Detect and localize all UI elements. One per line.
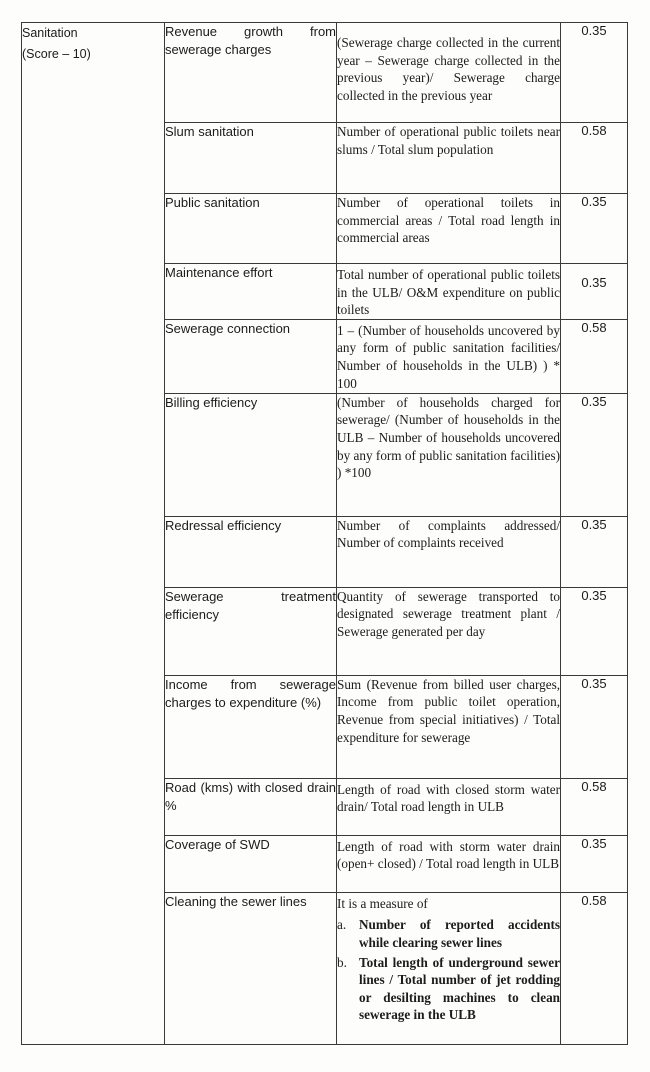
weight-cell: 0.35 (561, 835, 628, 892)
indicator-cell: Sewerage treatment efficiency (165, 587, 337, 675)
weight-cell: 0.35 (561, 264, 628, 320)
weight-cell: 0.58 (561, 123, 628, 194)
list-item (337, 916, 560, 951)
indicator-cell: Redressal efficiency (165, 516, 337, 587)
sector-score: (Score – 10) (22, 47, 91, 61)
formula-cell: Number of complaints addressed/ Number of complaints received (337, 516, 561, 587)
formula-cell: Length of road with storm water drain (open+ closed) / Total road length in ULB (337, 835, 561, 892)
indicator-cell: Slum sanitation (165, 123, 337, 194)
indicator-cell: Billing efficiency (165, 393, 337, 516)
indicator-cell: Public sanitation (165, 194, 337, 264)
weight-cell: 0.35 (561, 194, 628, 264)
formula-cell: 1 – (Number of households uncovered by any form of public sanitation facilities/ Number of households in the ULB) ) * 100 (337, 319, 561, 393)
indicator-cell: Revenue growth from sewerage charges (165, 23, 337, 123)
formula-cell: Sum (Revenue from billed user charges, Income from public toilet operation, Revenue from special initiatives) / Total expenditure for sewerage (337, 675, 561, 778)
weight-cell: 0.35 (561, 393, 628, 516)
formula-cell: Length of road with closed storm water drain/ Total road length in ULB (337, 778, 561, 835)
formula-cell: (Number of households charged for sewerage/ (Number of households in the ULB – Number of households uncovered by any form of public sanitation facilities) ) *100 (337, 393, 561, 516)
measure-list (337, 916, 560, 1024)
list-item-text: Number of reported accidents while clearing sewer lines (359, 917, 560, 950)
indicator-cell: Maintenance effort (165, 264, 337, 320)
indicator-cell: Road (kms) with closed drain % (165, 778, 337, 835)
sanitation-indicator-table (21, 22, 628, 1045)
formula-intro: It is a measure of (337, 895, 428, 911)
formula-cell (337, 892, 561, 1044)
weight-cell: 0.35 (561, 675, 628, 778)
formula-cell: (Sewerage charge collected in the current year – Sewerage charge collected in the previous year)/ Sewerage charge collected in the previous year (337, 23, 561, 123)
sector-cell (22, 23, 165, 1045)
weight-cell: 0.35 (561, 23, 628, 123)
weight-cell: 0.35 (561, 587, 628, 675)
list-marker: a. (337, 917, 347, 933)
weight-cell: 0.58 (561, 778, 628, 835)
sector-name: Sanitation (22, 26, 78, 40)
formula-cell: Number of operational toilets in commercial areas / Total road length in commercial areas (337, 194, 561, 264)
indicator-cell: Coverage of SWD (165, 835, 337, 892)
indicator-cell: Cleaning the sewer lines (165, 892, 337, 1044)
indicator-cell: Income from sewerage charges to expenditure (%) (165, 675, 337, 778)
formula-cell: Number of operational public toilets near slums / Total slum population (337, 123, 561, 194)
weight-cell: 0.35 (561, 516, 628, 587)
indicator-cell: Sewerage connection (165, 319, 337, 393)
list-item (337, 954, 560, 1024)
formula-cell: Total number of operational public toilets in the ULB/ O&M expenditure on public toilets (337, 264, 561, 320)
weight-cell: 0.58 (561, 892, 628, 1044)
weight-cell: 0.58 (561, 319, 628, 393)
formula-cell: Quantity of sewerage transported to designated sewerage treatment plant / Sewerage generated per day (337, 587, 561, 675)
table-row (22, 23, 628, 123)
list-marker: b. (337, 954, 347, 970)
list-item-text: Total length of underground sewer lines / Total number of jet rodding or desilting machines to clean sewerage in the ULB (359, 954, 560, 1023)
